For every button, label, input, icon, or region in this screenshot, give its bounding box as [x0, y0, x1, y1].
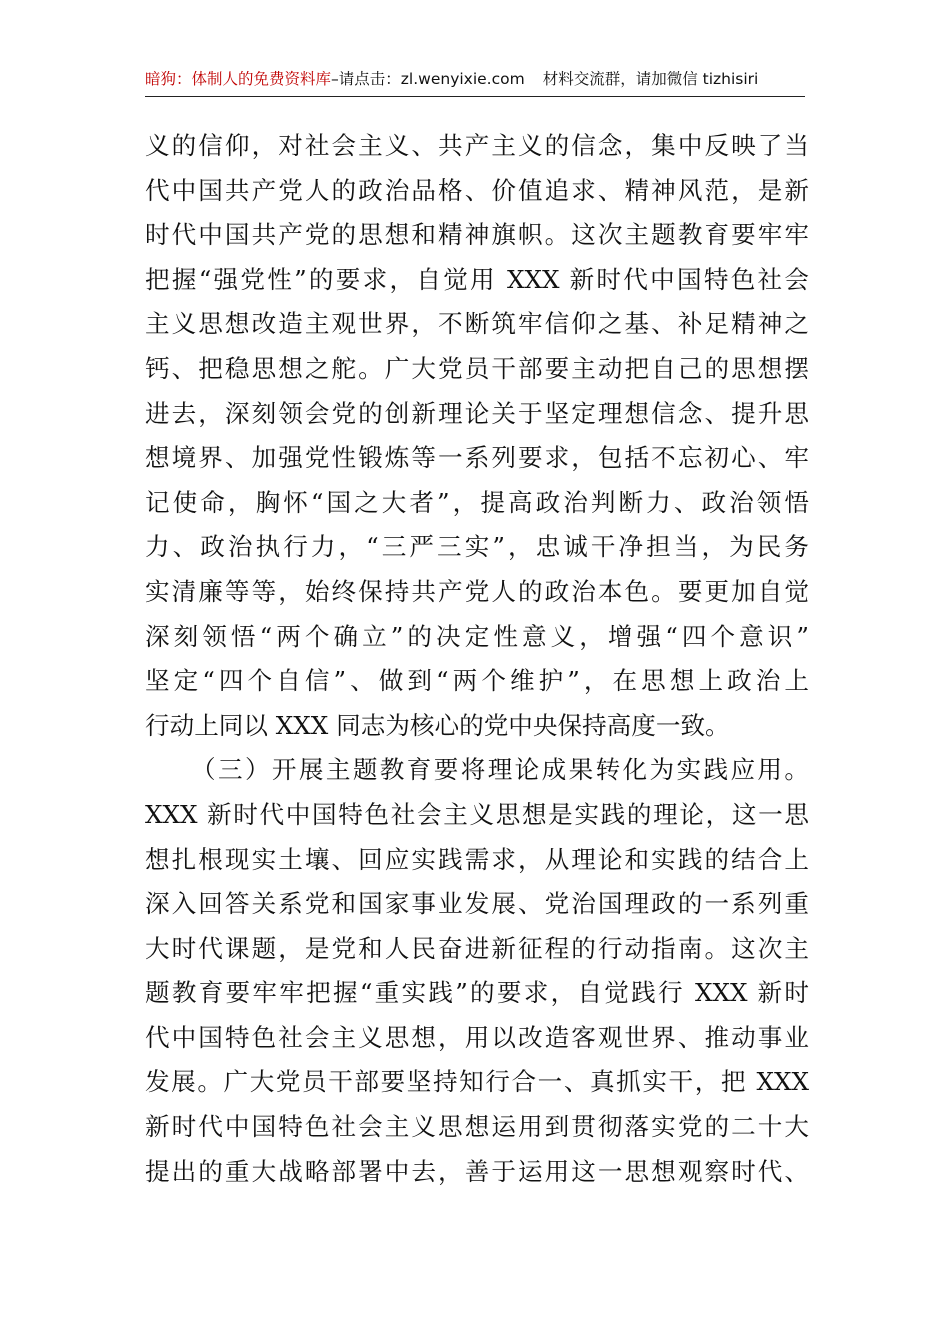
header-url-link[interactable]: zl.wenyixie.com: [400, 70, 525, 88]
body-line: 想境界、加强党性锻炼等一系列要求，包括不忘初心、牢: [145, 443, 809, 473]
body-line: 代中国特色社会主义思想，用以改造客观世界、推动事业: [145, 1022, 809, 1052]
body-line: 时代中国共产党的思想和精神旗帜。这次主题教育要牢牢: [145, 220, 809, 250]
page-header: [145, 66, 805, 97]
body-line: 想扎根现实土壤、回应实践需求，从理论和实践的结合上: [145, 844, 809, 874]
body-line: 大时代课题，是党和人民奋进新征程的行动指南。这次主: [145, 933, 809, 963]
body-line: 记使命，胸怀“国之大者”，提高政治判断力、政治领悟: [145, 487, 809, 517]
header-wechat-note: 材料交流群，请加微信 tizhisiri: [542, 70, 759, 88]
body-line: 深入回答关系党和国家事业发展、党治国理政的一系列重: [145, 889, 809, 919]
body-line: 发展。广大党员干部要坚持知行合一、真抓实干，把 XXX: [145, 1067, 809, 1097]
body-line: 深刻领悟“两个确立”的决定性意义，增强“四个意识”: [145, 621, 809, 651]
body-line: 提出的重大战略部署中去，善于运用这一思想观察时代、: [145, 1156, 809, 1186]
body-line: XXX 新时代中国特色社会主义思想是实践的理论，这一思: [145, 799, 809, 829]
section-heading: （三）开展主题教育要将理论成果转化为实践应用。: [191, 755, 809, 785]
document-body: [145, 124, 809, 1194]
body-line: 代中国共产党人的政治品格、价值追求、精神风范，是新: [145, 175, 809, 205]
body-line: 进去，深刻领会党的创新理论关于坚定理想信念、提升思: [145, 398, 809, 428]
body-line: 行动上同以 XXX 同志为核心的党中央保持高度一致。: [145, 710, 730, 740]
body-line: 坚定“四个自信”、做到“两个维护”，在思想上政治上: [145, 666, 809, 696]
body-line: 力、政治执行力，“三严三实”，忠诚干净担当，为民务: [145, 532, 809, 562]
body-line: 钙、把稳思想之舵。广大党员干部要主动把自己的思想摆: [145, 353, 809, 383]
header-click-prompt: –请点击：: [331, 70, 401, 88]
body-line: 把握“强党性”的要求，自觉用 XXX 新时代中国特色社会: [145, 264, 809, 294]
body-line: 主义思想改造主观世界，不断筑牢信仰之基、补足精神之: [145, 309, 809, 339]
body-line: 义的信仰，对社会主义、共产主义的信念，集中反映了当: [145, 131, 809, 160]
body-line: 题教育要牢牢把握“重实践”的要求，自觉践行 XXX 新时: [145, 978, 809, 1008]
body-line: 实清廉等等，始终保持共产党人的政治本色。要更加自觉: [145, 576, 809, 606]
body-line: 新时代中国特色社会主义思想运用到贯彻落实党的二十大: [145, 1112, 809, 1142]
header-brand: 暗狗：体制人的免费资料库: [145, 70, 332, 88]
